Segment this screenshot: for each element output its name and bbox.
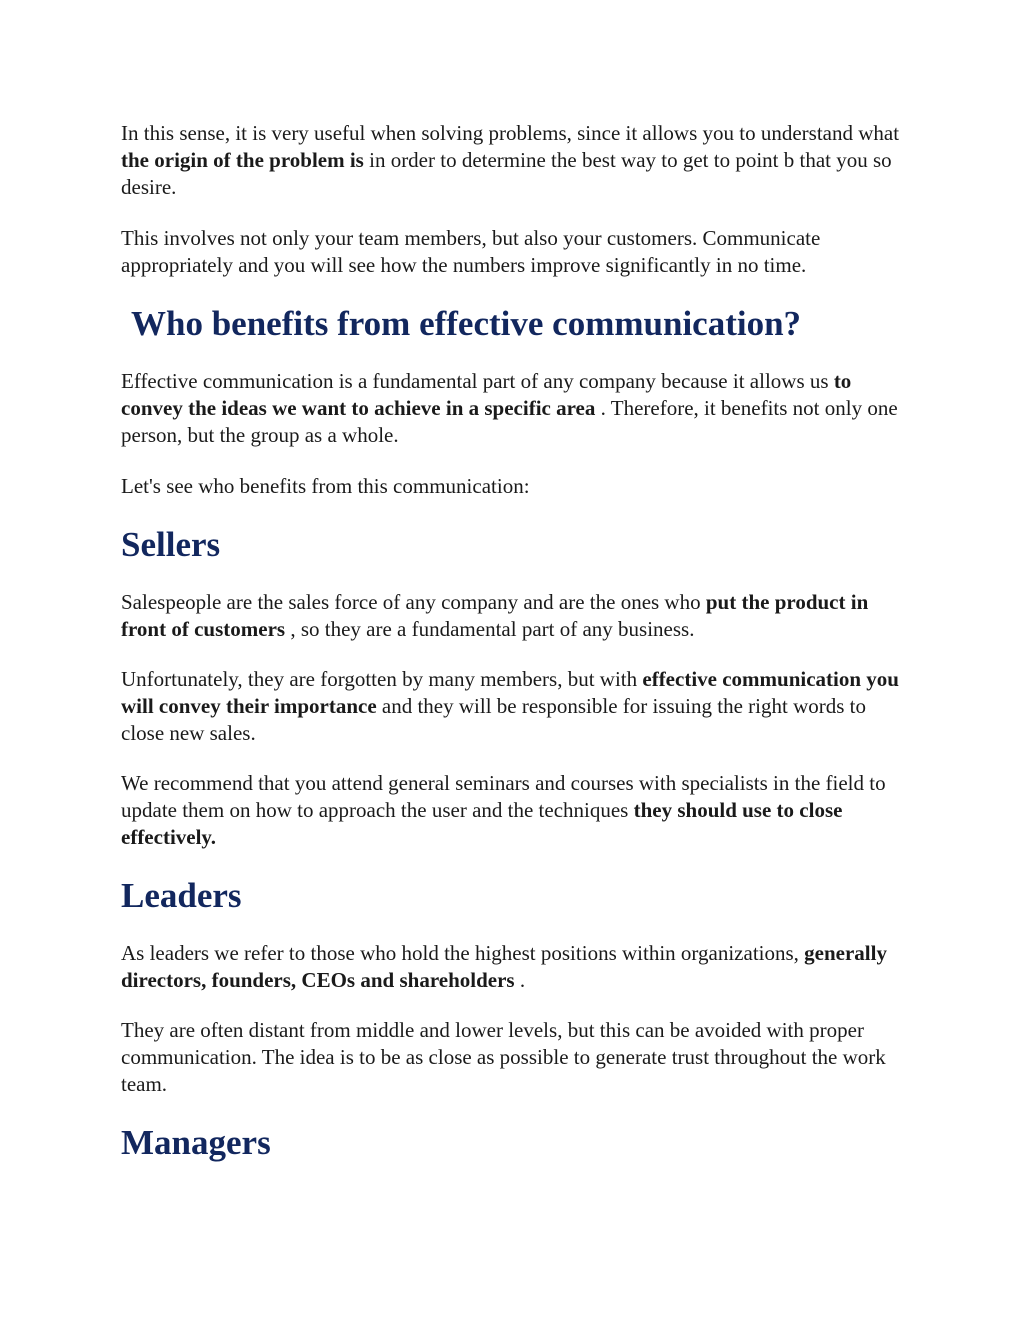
paragraph-distant-levels: They are often distant from middle and lower levels, but this can be avoided with proper communication. The idea is to be as close as possible to generate trust throughout the work team. — [121, 1018, 886, 1096]
bold-text: put the product in front of customers — [121, 590, 869, 641]
text-run: in order to determine the best way to get to point b that you so desire. — [121, 148, 892, 199]
paragraph-effective-communication — [121, 368, 911, 449]
text-run: We recommend that you attend general seminars and courses with specialists in the field to update them on how to approach the user and the techniques — [121, 771, 886, 822]
bold-text: generally directors, founders, CEOs and shareholders — [121, 941, 887, 992]
heading-managers: Managers — [121, 1123, 271, 1162]
text-run: . Therefore, it benefits not only one person, but the group as a whole. — [121, 396, 898, 447]
bold-text: to convey the ideas we want to achieve in a specific area — [121, 369, 852, 420]
text-run: , so they are a fundamental part of any business. — [290, 617, 695, 641]
bold-text: the origin of the problem is — [121, 148, 364, 172]
bold-text: they should use to close effectively. — [121, 798, 843, 849]
paragraph-problem-origin — [121, 120, 911, 201]
bold-text: effective communication you will convey their importance — [121, 667, 899, 718]
text-run: Unfortunately, they are forgotten by many members, but with — [121, 667, 638, 691]
heading-who-benefits: Who benefits from effective communication? — [131, 304, 802, 343]
paragraph-unfortunately — [121, 666, 911, 747]
paragraph-team-customers: This involves not only your team members, but also your customers. Communicate appropriately and you will see how the numbers improve significantly in no time. — [121, 226, 821, 277]
paragraph-lets-see: Let's see who benefits from this communication: — [121, 474, 530, 498]
text-run: As leaders we refer to those who hold the highest positions within organizations, — [121, 941, 799, 965]
text-run: . — [519, 968, 526, 992]
heading-sellers: Sellers — [121, 525, 221, 564]
heading-leaders: Leaders — [121, 876, 242, 915]
text-run: Salespeople are the sales force of any company and are the ones who — [121, 590, 701, 614]
paragraph-salespeople — [121, 589, 911, 643]
text-run: Effective communication is a fundamental part of any company because it allows us — [121, 369, 829, 393]
paragraph-recommend-seminars — [121, 770, 911, 851]
paragraph-leaders-definition — [121, 940, 911, 994]
text-run: In this sense, it is very useful when solving problems, since it allows you to understand what — [121, 121, 900, 145]
text-run: and they will be responsible for issuing the right words to close new sales. — [121, 694, 867, 745]
